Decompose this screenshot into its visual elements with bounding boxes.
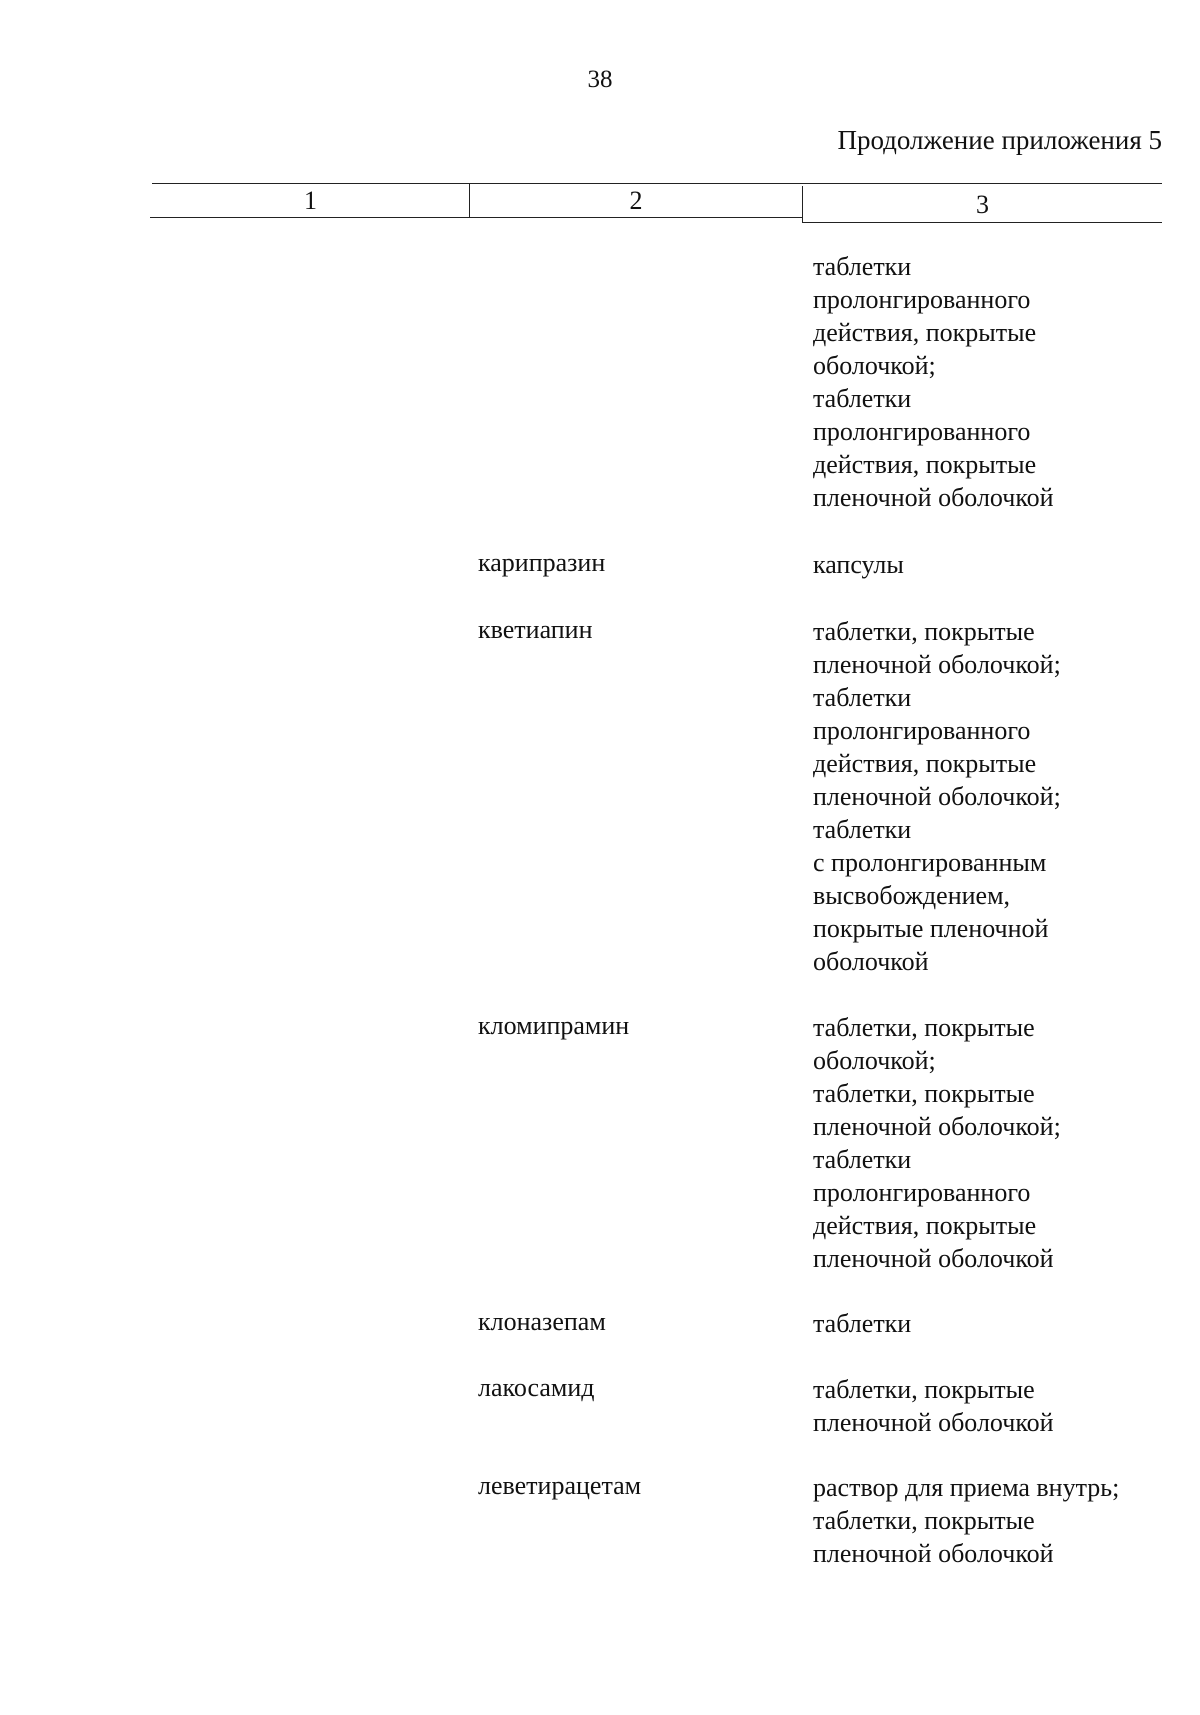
table-row-drug-name: клоназепам xyxy=(478,1307,606,1336)
dosage-form-line: таблетки xyxy=(813,252,912,281)
dosage-form-line: пролонгированного xyxy=(813,417,1031,446)
dosage-form-line: таблетки xyxy=(813,683,912,712)
dosage-form-line: таблетки xyxy=(813,815,912,844)
table-row-dosage-forms xyxy=(813,548,904,581)
dosage-form-line: пленочной оболочкой; xyxy=(813,650,1061,679)
table-row-dosage-forms xyxy=(813,250,1054,514)
dosage-form-line: пленочной оболочкой xyxy=(813,1408,1054,1437)
dosage-form-line: пленочной оболочкой xyxy=(813,483,1054,512)
dosage-form-line: пленочной оболочкой xyxy=(813,1539,1054,1568)
table-header-bottom-line-right xyxy=(802,222,1162,223)
dosage-form-line: таблетки, покрытые xyxy=(813,617,1035,646)
dosage-form-line: пролонгированного xyxy=(813,716,1031,745)
dosage-form-line: таблетки xyxy=(813,1145,912,1174)
column-header-3: 3 xyxy=(976,190,989,219)
table-row-drug-name: леветирацетам xyxy=(478,1471,642,1500)
dosage-form-line: таблетки xyxy=(813,384,912,413)
dosage-form-line: действия, покрытые xyxy=(813,1211,1037,1240)
dosage-form-line: раствор для приема внутрь; xyxy=(813,1473,1120,1502)
table-row-dosage-forms xyxy=(813,615,1061,978)
dosage-form-line: действия, покрытые xyxy=(813,749,1037,778)
dosage-form-line: пленочной оболочкой; xyxy=(813,782,1061,811)
dosage-form-line: пролонгированного xyxy=(813,285,1031,314)
table-row-drug-name: кломипрамин xyxy=(478,1011,630,1040)
dosage-form-line: действия, покрытые xyxy=(813,318,1037,347)
page-number: 38 xyxy=(587,66,613,93)
dosage-form-line: с пролонгированным xyxy=(813,848,1047,877)
dosage-form-line: таблетки, покрытые xyxy=(813,1013,1035,1042)
table-row-dosage-forms xyxy=(813,1011,1061,1275)
dosage-form-line: оболочкой xyxy=(813,947,929,976)
table-row-dosage-forms xyxy=(813,1307,911,1340)
continuation-title: Продолжение приложения 5 xyxy=(837,125,1162,155)
dosage-form-line: пленочной оболочкой; xyxy=(813,1112,1061,1141)
dosage-form-line: таблетки xyxy=(813,1309,912,1338)
table-row-drug-name: лакосамид xyxy=(478,1373,595,1402)
dosage-form-line: пролонгированного xyxy=(813,1178,1031,1207)
dosage-form-line: оболочкой; xyxy=(813,351,936,380)
table-row-dosage-forms xyxy=(813,1373,1054,1439)
column-header-1: 1 xyxy=(304,186,317,215)
table-top-line xyxy=(152,183,1162,184)
table-row-dosage-forms xyxy=(813,1471,1119,1570)
dosage-form-line: оболочкой; xyxy=(813,1046,936,1075)
dosage-form-line: таблетки, покрытые xyxy=(813,1375,1035,1404)
dosage-form-line: таблетки, покрытые xyxy=(813,1506,1035,1535)
dosage-form-line: высвобождением, xyxy=(813,881,1011,910)
dosage-form-line: пленочной оболочкой xyxy=(813,1244,1054,1273)
table-row-drug-name: карипразин xyxy=(478,548,606,577)
dosage-form-line: покрытые пленочной xyxy=(813,914,1049,943)
column-header-2: 2 xyxy=(629,186,643,215)
dosage-form-line: действия, покрытые xyxy=(813,450,1037,479)
table-header-bottom-line-left xyxy=(150,217,802,218)
table-row-drug-name: кветиапин xyxy=(478,615,593,644)
dosage-form-line: капсулы xyxy=(813,550,904,579)
dosage-form-line: таблетки, покрытые xyxy=(813,1079,1035,1108)
